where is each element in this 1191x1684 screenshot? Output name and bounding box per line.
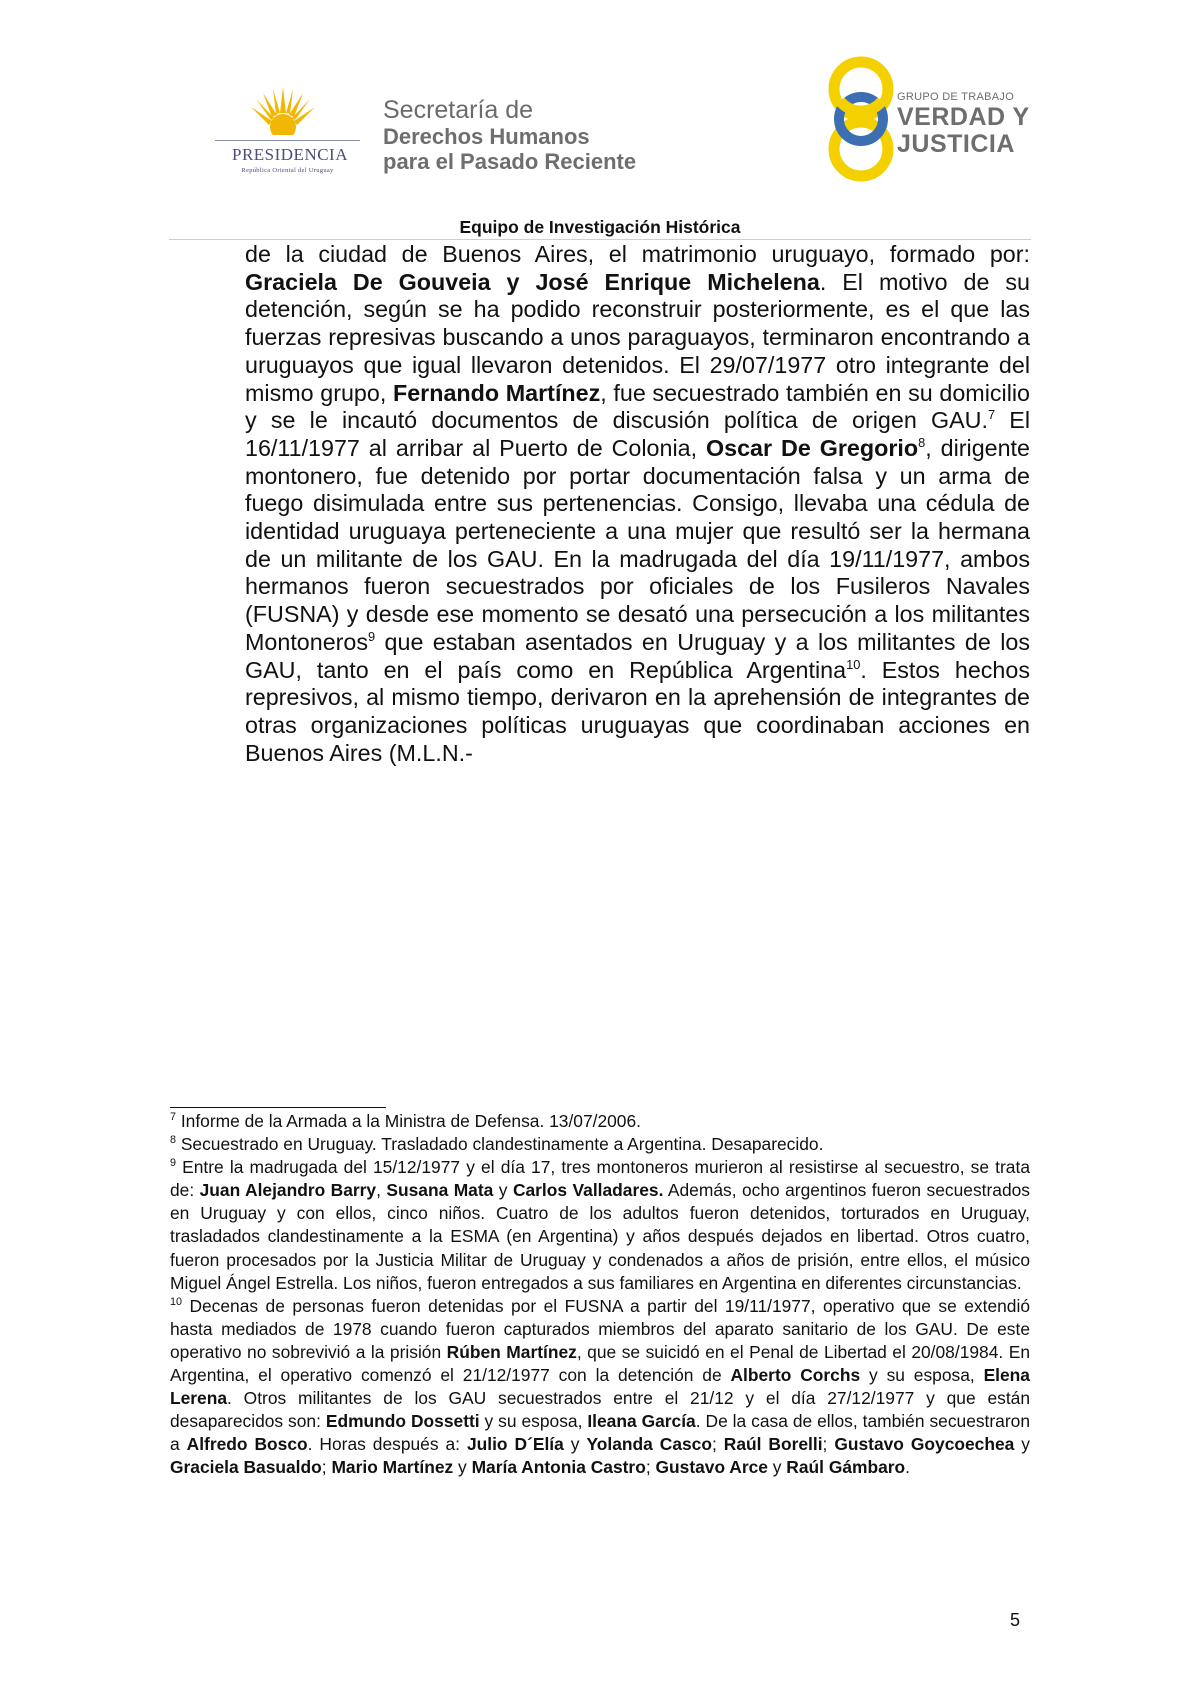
footnote-10-text: .	[905, 1457, 911, 1478]
footnote-10-text: . Otros militantes de los GAU secuestrados entre el 21/12 y el día 27/12/1977 y que están desaparecidos son:	[170, 1388, 1030, 1432]
footnote-10-name: Ileana García	[587, 1411, 696, 1432]
presidencia-sublabel: República Oriental del Uruguay	[241, 167, 334, 174]
footnote-7-number: 7	[170, 1111, 176, 1124]
footnote-ref-7[interactable]: 7	[987, 407, 996, 423]
grupo-trabajo-logo-text	[897, 90, 1030, 158]
footnote-10-text: y	[563, 1434, 587, 1455]
grupo-line-2: VERDAD Y	[897, 103, 1030, 131]
footnote-9-text: y	[493, 1180, 513, 1201]
secretaria-line-2: Derechos Humanos	[383, 124, 590, 149]
footnote-10-name: Gustavo Arce	[655, 1457, 768, 1478]
body-bold-3: Oscar De Gregorio	[706, 434, 919, 461]
footnote-9-text: ,	[376, 1180, 387, 1201]
body-bold-1: Graciela De Gouveia y José Enrique Michelena	[245, 268, 820, 295]
footnote-10-text: ;	[711, 1434, 724, 1455]
footnote-10-text: . De la casa de ellos, también secuestraron a	[170, 1411, 1030, 1455]
footnote-8-number: 8	[170, 1134, 176, 1147]
footnote-10-text: y	[1014, 1434, 1030, 1455]
footnote-9-name: Juan Alejandro Barry	[199, 1180, 377, 1201]
footnote-ref-9[interactable]: 9	[368, 629, 376, 645]
footnote-ref-8[interactable]: 8	[918, 435, 926, 451]
team-title: Equipo de Investigación Histórica	[459, 217, 741, 237]
footnote-10-name: Mario Martínez	[331, 1457, 454, 1478]
footnote-10-name: Alberto Corchs	[730, 1365, 861, 1386]
footnote-9-text: Entre la madrugada del 15/12/1977 y el día 17, tres montoneros murieron al resistirse al secuestro, se trata de:	[170, 1157, 1030, 1201]
footnote-separator	[170, 1107, 386, 1108]
footnote-10-text: y su esposa,	[860, 1365, 984, 1386]
footnote-7-text: Informe de la Armada a la Ministra de Defensa. 13/07/2006.	[176, 1111, 641, 1131]
footnote-10-name: Edmundo Dossetti	[325, 1411, 480, 1432]
footnote-10-text: ;	[645, 1457, 656, 1478]
footnote-ref-10[interactable]: 10	[846, 656, 861, 672]
presidencia-logo	[210, 85, 360, 175]
footnote-10-text: Decenas de personas fueron detenidas por el FUSNA a partir del 19/11/1977, operativo que se extendió hasta mediados de 1978 cuando fueron capturados miembros del aparato sanitario de los GAU. De este operativo no sobrevivió a la prisión	[170, 1295, 1030, 1362]
body-text-6: que estaban asentados en Uruguay y a los militantes de los GAU, tanto en el país como en República Argentina	[245, 628, 1030, 683]
footnote-9-text: Además, ocho argentinos fueron secuestrados en Uruguay y con ellos, cinco niños. Cuatro de los adultos fueron detenidos, torturados en Uruguay, trasladados clandestinamente a la ESMA (en Argentina) y años después dejados en libertad. Otros cuatro, fueron procesados por la Justicia Militar de Uruguay y condenados a años de prisión, entre ellos, el músico Miguel Ángel Estrella. Los niños, fueron entregados a sus familiares en Argentina en diferentes circunstancias.	[170, 1180, 1030, 1293]
footnote-10-number: 10	[170, 1295, 182, 1308]
footnote-10-name: María Antonia Castro	[471, 1457, 646, 1478]
footnote-7	[170, 1110, 1030, 1133]
footnote-10-text: . Horas después a:	[307, 1434, 467, 1455]
footnote-10-text: ;	[321, 1457, 332, 1478]
presidencia-divider	[215, 140, 360, 141]
footnote-10-text: y	[453, 1457, 472, 1478]
header-divider	[169, 239, 1031, 240]
secretaria-line-3: para el Pasado Reciente	[383, 149, 637, 174]
body-text-7: . Estos hechos represivos, al mismo tiempo, derivaron en la aprehensión de integrantes de otras organizaciones políticas uruguayas que coordinaban acciones en Buenos Aires (M.L.N.-	[245, 656, 1030, 766]
body-text-3: , fue secuestrado también en su domicilio y se le incautó documentos de discusión política de origen GAU.	[245, 379, 1030, 434]
footnote-10-name: Graciela Basualdo	[170, 1457, 322, 1478]
body-text-2: . El motivo de su detención, según se ha podido reconstruir posteriormente, es el que las fuerzas represivas buscando a unos paraguayos, terminaron encontrando a uruguayos que igual llevaron detenidos. El 29/07/1977 otro integrante del mismo grupo,	[245, 268, 1030, 406]
footnote-9-name: Susana Mata	[386, 1180, 494, 1201]
footnote-8	[170, 1133, 1030, 1156]
grupo-line-3: JUSTICIA	[897, 130, 1015, 158]
verdad-justicia-rings-icon	[820, 56, 902, 182]
footnote-10-name: Raúl Borelli	[723, 1434, 823, 1455]
footnote-10-name: Julio D´Elía	[466, 1434, 564, 1455]
footnote-10-text: ;	[822, 1434, 835, 1455]
secretaria-line-1: Secretaría de	[383, 96, 534, 124]
footnote-8-text: Secuestrado en Uruguay. Trasladado clandestinamente a Argentina. Desaparecido.	[176, 1134, 824, 1155]
footnote-10-name: Raúl Gámbaro	[786, 1457, 906, 1478]
grupo-line-1: GRUPO DE TRABAJO	[897, 91, 1015, 103]
footnote-10-text: y su esposa,	[479, 1411, 588, 1432]
footnote-9-name: Carlos Valladares.	[512, 1180, 664, 1201]
body-paragraph	[245, 241, 1030, 767]
footnote-10-text: y	[767, 1457, 787, 1478]
presidencia-label: PRESIDENCIA	[231, 145, 348, 164]
footnote-10-name: Rúben Martínez	[446, 1341, 577, 1362]
page-number: 5	[1010, 1610, 1021, 1630]
footnote-10-name: Alfredo Bosco	[186, 1434, 308, 1455]
secretaria-logo-text	[383, 97, 636, 174]
body-bold-2: Fernando Martínez	[392, 379, 601, 406]
footnote-10-text: , que se suicidó en el Penal de Libertad el 20/08/1984. En Argentina, el operativo comenzó el 21/12/1977 con la detención de	[170, 1341, 1030, 1386]
footnote-9-number: 9	[170, 1157, 176, 1170]
footnote-10-name: Yolanda Casco	[586, 1434, 712, 1455]
sun-icon	[248, 85, 318, 137]
body-text-4: El 16/11/1977 al arribar al Puerto de Colonia,	[245, 407, 1030, 461]
body-text-5: , dirigente montonero, fue detenido por portar documentación falsa y un arma de fuego disimulada entre sus pertenencias. Consigo, llevaba una cédula de identidad uruguaya perteneciente a una mujer que resultó ser la hermana de un militante de los GAU. En la madrugada del día 19/11/1977, ambos hermanos fueron secuestrados por oficiales de los Fusileros Navales (FUSNA) y desde ese momento se desató una persecución a los militantes Montoneros	[245, 434, 1030, 655]
body-text-1: de la ciudad de Buenos Aires, el matrimonio uruguayo, formado por:	[245, 241, 1030, 267]
footnote-10	[170, 1295, 1030, 1480]
footnote-10-name: Gustavo Goycoechea	[834, 1434, 1015, 1455]
footnote-10-name: Elena Lerena	[170, 1365, 1030, 1409]
footnotes	[170, 1110, 1030, 1480]
footnote-9	[170, 1156, 1030, 1295]
